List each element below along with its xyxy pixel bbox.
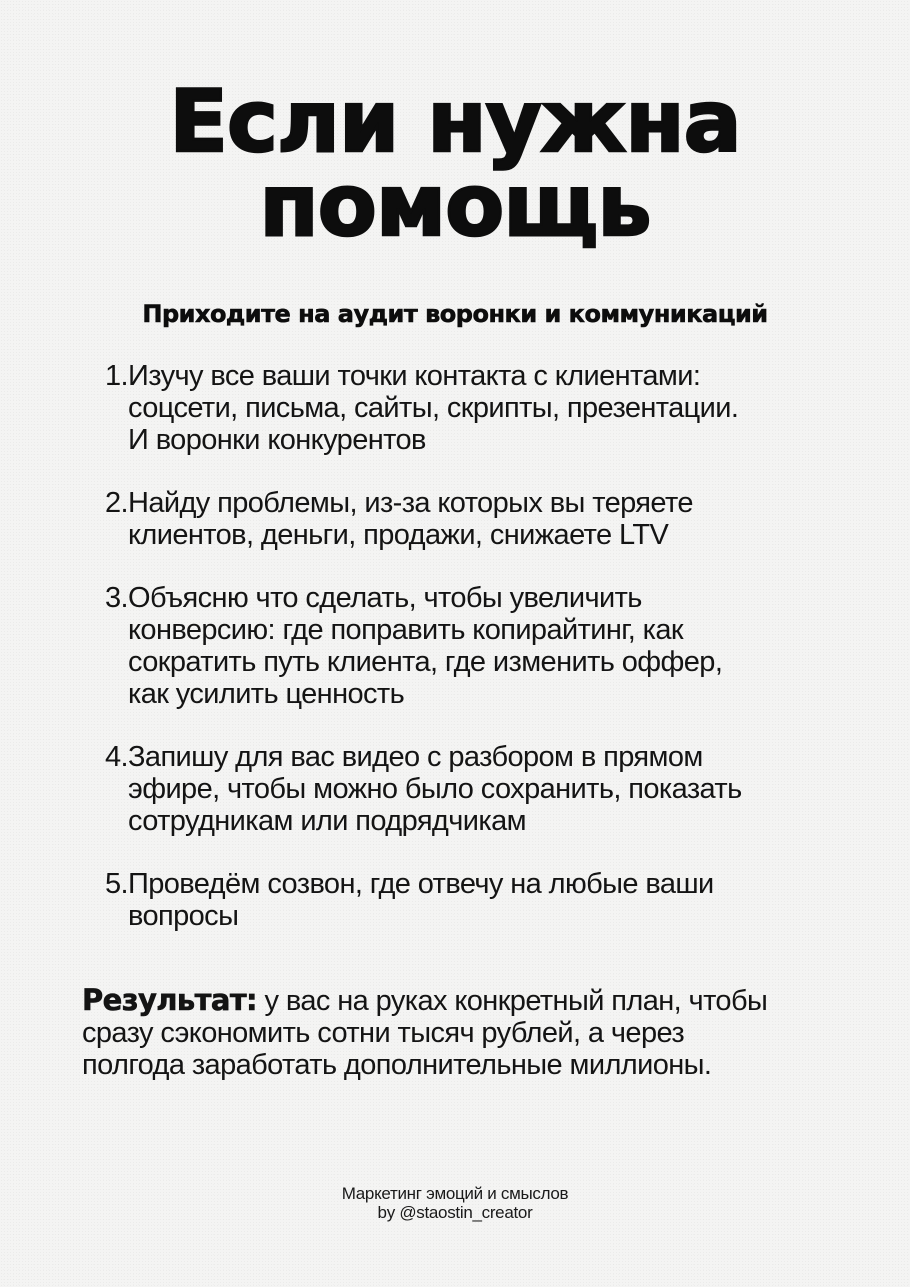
service-list [84,360,844,932]
list-spacer [84,551,844,582]
page-subtitle: Приходите на аудит воронки и коммуникаций [142,300,768,328]
list-spacer [84,456,844,487]
list-spacer [84,837,844,868]
list-item-number: 1. [105,360,128,392]
footer-credit [0,1184,910,1222]
list-item-2 [84,487,844,551]
list-spacer [84,710,844,741]
list-item-text: Найду проблемы, из-за которых вы теряете клиентов, деньги, продажи, снижаете LTV [128,487,693,551]
list-item-1 [84,360,844,456]
list-item-text: Изучу все ваши точки контакта с клиентами: соцсети, письма, сайты, скрипты, презентации. И воронки конкурентов [128,360,739,456]
list-item-text: Проведём созвон, где отвечу на любые ваши вопросы [128,868,714,932]
list-item-number: 5. [105,868,128,900]
list-item-5 [84,868,844,932]
page-title [0,72,910,256]
list-item-number: 3. [105,582,128,614]
page-title-line-1: Если нужна [169,72,741,172]
result-paragraph [82,984,842,1081]
result-text: у вас на руках конкретный план, чтобы сразу сэкономить сотни тысяч рублей, а через полгода заработать дополнительные миллионы. [82,985,768,1081]
list-item-3 [84,582,844,710]
footer-author: by @staostin_creator [377,1203,533,1222]
list-item-number: 4. [105,741,128,773]
page-title-line-2: помощь [259,156,651,256]
list-item-4 [84,741,844,837]
footer-tagline: Маркетинг эмоций и смыслов [341,1184,569,1203]
result-label: Результат: [82,983,258,1017]
list-item-text: Запишу для вас видео с разбором в прямом эфире, чтобы можно было сохранить, показать сотрудникам или подрядчикам [128,741,742,837]
list-item-text: Объясню что сделать, чтобы увеличить конверсию: где поправить копирайтинг, как сократить путь клиента, где изменить оффер, как усилить ценность [128,582,723,710]
list-item-number: 2. [105,487,128,519]
